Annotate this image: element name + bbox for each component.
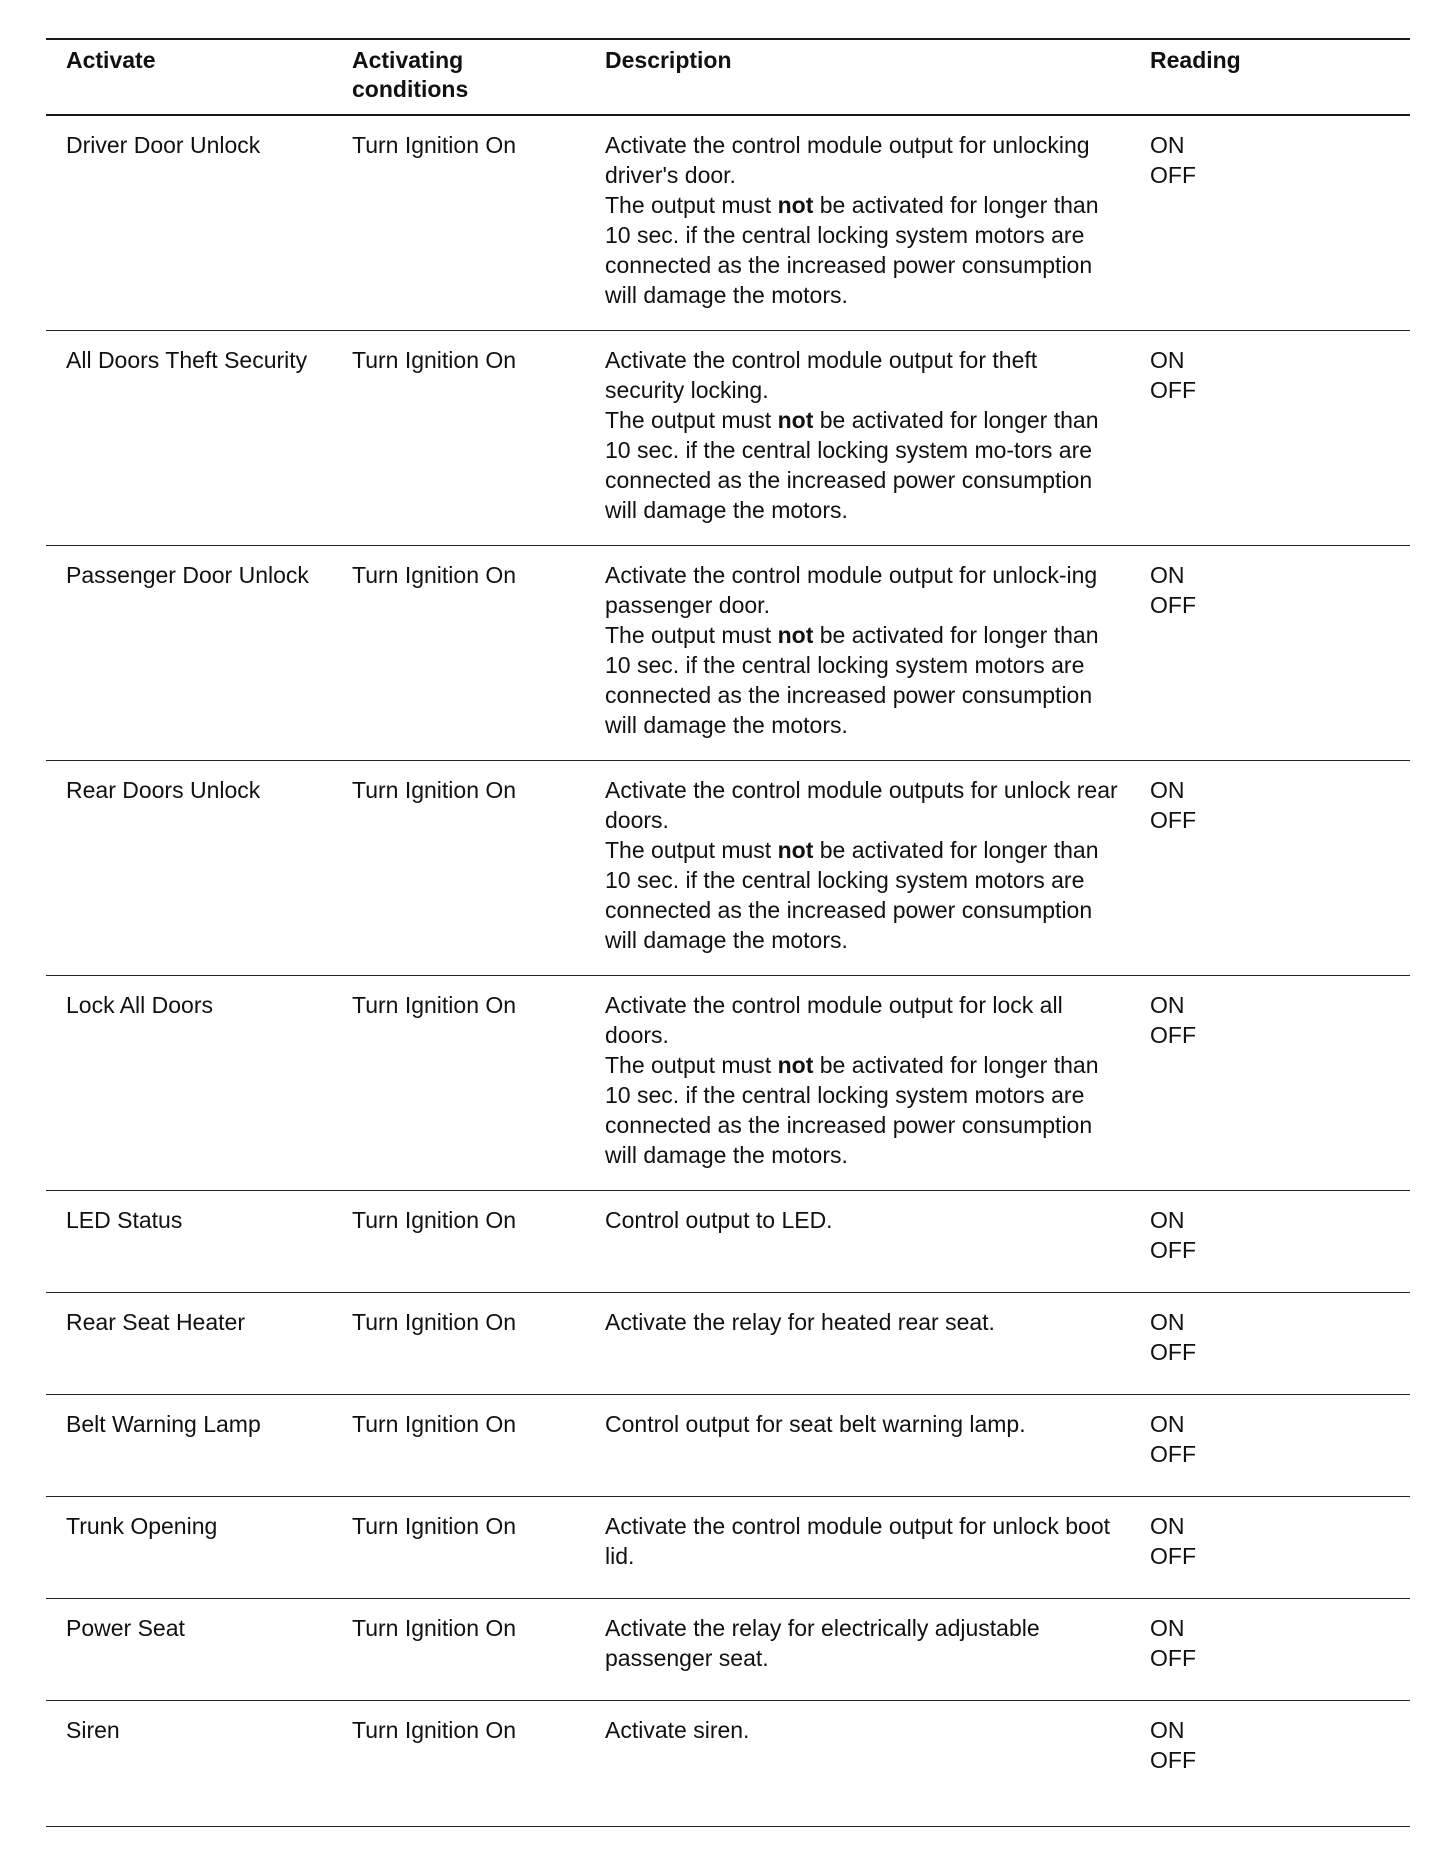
activate-cell: Siren	[46, 1701, 332, 1827]
warning-pre: The output must	[605, 192, 778, 218]
description-line: Activate siren.	[605, 1717, 750, 1743]
conditions-cell: Turn Ignition On	[332, 761, 585, 976]
reading-cell	[1130, 546, 1410, 761]
reading-cell	[1130, 1191, 1410, 1293]
reading-off: OFF	[1150, 807, 1196, 833]
reading-on: ON	[1150, 777, 1185, 803]
header-conditions: Activating conditions	[332, 39, 585, 115]
reading-off: OFF	[1150, 1022, 1196, 1048]
reading-off: OFF	[1150, 1543, 1196, 1569]
table-row	[46, 546, 1410, 761]
description-cell	[585, 546, 1130, 761]
description-line: Activate the control module output for theft security locking.	[605, 347, 1038, 403]
header-reading: Reading	[1130, 39, 1410, 115]
table-row	[46, 761, 1410, 976]
warning-text	[605, 405, 1120, 525]
warning-text	[605, 190, 1120, 310]
activate-cell: Passenger Door Unlock	[46, 546, 332, 761]
reading-off: OFF	[1150, 1747, 1196, 1773]
table-row	[46, 976, 1410, 1191]
warning-post: be activated for longer than 10 sec. if the central locking system motors are connected as the increased power consumption will damage the motors.	[605, 192, 1099, 308]
activate-cell: Lock All Doors	[46, 976, 332, 1191]
description-cell	[585, 1191, 1130, 1293]
description-cell	[585, 331, 1130, 546]
warning-emphasis: not	[777, 192, 814, 218]
reading-cell	[1130, 115, 1410, 331]
reading-off: OFF	[1150, 592, 1196, 618]
warning-emphasis: not	[777, 407, 814, 433]
reading-on: ON	[1150, 1309, 1185, 1335]
activate-cell: Belt Warning Lamp	[46, 1395, 332, 1497]
table-row	[46, 1599, 1410, 1701]
reading-on: ON	[1150, 132, 1185, 158]
description-line: Activate the control module output for unlocking driver's door.	[605, 132, 1090, 188]
warning-post: be activated for longer than 10 sec. if the central locking system motors are connected as the increased power consumption will damage the motors.	[605, 1052, 1099, 1168]
reading-cell	[1130, 1395, 1410, 1497]
warning-pre: The output must	[605, 837, 778, 863]
reading-cell	[1130, 761, 1410, 976]
warning-pre: The output must	[605, 622, 778, 648]
reading-on: ON	[1150, 1615, 1185, 1641]
activate-cell: Rear Seat Heater	[46, 1293, 332, 1395]
description-cell	[585, 976, 1130, 1191]
table-row	[46, 331, 1410, 546]
table-row	[46, 1395, 1410, 1497]
description-line: Control output to LED.	[605, 1207, 833, 1233]
warning-text	[605, 1050, 1120, 1170]
table-row	[46, 1497, 1410, 1599]
conditions-cell: Turn Ignition On	[332, 1395, 585, 1497]
description-cell	[585, 1293, 1130, 1395]
description-cell	[585, 115, 1130, 331]
warning-emphasis: not	[777, 837, 814, 863]
description-line: Activate the control module outputs for unlock rear doors.	[605, 777, 1118, 833]
conditions-cell: Turn Ignition On	[332, 331, 585, 546]
reading-on: ON	[1150, 1717, 1185, 1743]
warning-post: be activated for longer than 10 sec. if the central locking system motors are connected as the increased power consumption will damage the motors.	[605, 837, 1099, 953]
reading-on: ON	[1150, 1411, 1185, 1437]
activate-cell: Power Seat	[46, 1599, 332, 1701]
reading-cell	[1130, 976, 1410, 1191]
conditions-cell: Turn Ignition On	[332, 115, 585, 331]
header-activate: Activate	[46, 39, 332, 115]
warning-post: be activated for longer than 10 sec. if the central locking system motors are connected as the increased power consumption will damage the motors.	[605, 622, 1099, 738]
activate-cell: Rear Doors Unlock	[46, 761, 332, 976]
activate-cell: Trunk Opening	[46, 1497, 332, 1599]
conditions-cell: Turn Ignition On	[332, 546, 585, 761]
activate-cell: Driver Door Unlock	[46, 115, 332, 331]
description-cell	[585, 1599, 1130, 1701]
description-cell	[585, 761, 1130, 976]
reading-off: OFF	[1150, 1339, 1196, 1365]
table-row	[46, 1293, 1410, 1395]
warning-text	[605, 835, 1120, 955]
reading-off: OFF	[1150, 1237, 1196, 1263]
description-line: Activate the control module output for lock all doors.	[605, 992, 1063, 1048]
conditions-cell: Turn Ignition On	[332, 1191, 585, 1293]
table-row	[46, 1701, 1410, 1827]
reading-cell	[1130, 1701, 1410, 1827]
table-row	[46, 115, 1410, 331]
description-line: Activate the control module output for unlock boot lid.	[605, 1513, 1111, 1569]
conditions-cell: Turn Ignition On	[332, 1599, 585, 1701]
warning-text	[605, 620, 1120, 740]
reading-off: OFF	[1150, 1645, 1196, 1671]
reading-on: ON	[1150, 992, 1185, 1018]
table-row	[46, 1191, 1410, 1293]
conditions-cell: Turn Ignition On	[332, 976, 585, 1191]
conditions-cell: Turn Ignition On	[332, 1293, 585, 1395]
warning-emphasis: not	[777, 1052, 814, 1078]
description-cell	[585, 1701, 1130, 1827]
header-row	[46, 39, 1410, 115]
description-cell	[585, 1497, 1130, 1599]
reading-off: OFF	[1150, 162, 1196, 188]
warning-pre: The output must	[605, 1052, 778, 1078]
description-line: Activate the relay for electrically adjustable passenger seat.	[605, 1615, 1040, 1671]
description-line: Activate the relay for heated rear seat.	[605, 1309, 995, 1335]
reading-cell	[1130, 1599, 1410, 1701]
conditions-cell: Turn Ignition On	[332, 1701, 585, 1827]
activate-cell: LED Status	[46, 1191, 332, 1293]
activate-cell: All Doors Theft Security	[46, 331, 332, 546]
reading-cell	[1130, 1293, 1410, 1395]
header-description: Description	[585, 39, 1130, 115]
conditions-cell: Turn Ignition On	[332, 1497, 585, 1599]
reading-cell	[1130, 331, 1410, 546]
description-cell	[585, 1395, 1130, 1497]
reading-on: ON	[1150, 347, 1185, 373]
reading-on: ON	[1150, 562, 1185, 588]
reading-off: OFF	[1150, 377, 1196, 403]
document-page	[46, 38, 1410, 1827]
warning-emphasis: not	[777, 622, 814, 648]
warning-post: be activated for longer than 10 sec. if the central locking system mo-tors are connected as the increased power consumption will damage the motors.	[605, 407, 1099, 523]
reading-cell	[1130, 1497, 1410, 1599]
description-line: Control output for seat belt warning lamp.	[605, 1411, 1026, 1437]
description-line: Activate the control module output for unlock-ing passenger door.	[605, 562, 1098, 618]
reading-on: ON	[1150, 1207, 1185, 1233]
reading-off: OFF	[1150, 1441, 1196, 1467]
warning-pre: The output must	[605, 407, 778, 433]
reading-on: ON	[1150, 1513, 1185, 1539]
activation-table	[46, 38, 1410, 1827]
